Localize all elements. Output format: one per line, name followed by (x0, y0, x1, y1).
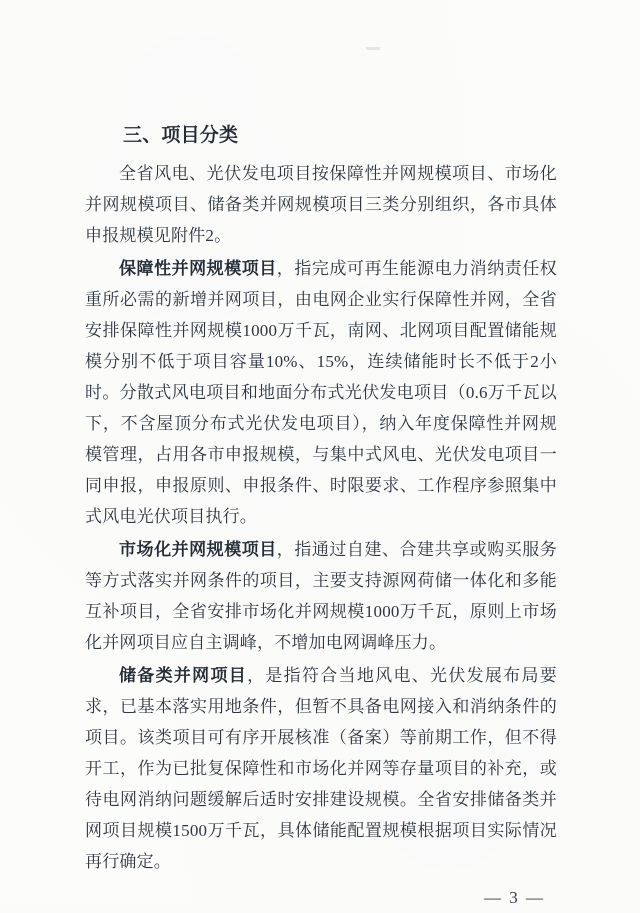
paragraph-text: ，指完成可再生能源电力消纳责任权重所必需的新增并网项目，由电网企业实行保障性并网，全省安排保障性并网规模1000万千瓦，南网、北网项目配置储能规模分别不低于项目容量10%、15%，连续储能时长不低于2小时。分散式风电项目和地面分布式光伏发电项目（0.6万千瓦以下，不含屋顶分布式光伏发电项目），纳入年度保障性并网规模管理，占用各市申报规模，与集中式风电、光伏发电项目一同申报，申报原则、申报条件、时限要求、工作程序参照集中式风电光伏项目执行。 (85, 259, 557, 526)
paragraph-text: ，指通过自建、合建共享或购买服务等方式落实并网条件的项目，主要支持源网荷储一体化和多能互补项目，全省安排市场化并网规模1000万千瓦，原则上市场化并网项目应自主调峰，不增加电网调峰压力。 (85, 540, 557, 652)
scan-artifact (366, 47, 380, 50)
document-body (85, 120, 557, 913)
paragraph-text: ，是指符合当地风电、光伏发展布局要求，已基本落实用地条件，但暂不具备电网接入和消纳条件的项目。该类项目可有序开展核准（备案）等前期工作，但不得开工，作为已批复保障性和市场化并网等存量项目的补充，或待电网消纳问题缓解后适时安排建设规模。全省安排储备类并网项目规模1500万千瓦，具体储能配置规模根据项目实际情况再行确定。 (85, 666, 557, 871)
page-number: — 3 — (484, 888, 545, 907)
paragraph-lead: 市场化并网规模项目 (119, 540, 277, 559)
paragraph-text: 全省风电、光伏发电项目按保障性并网规模项目、市场化并网规模项目、储备类并网规模项目三类分别组织，各市具体申报规模见附件2。 (85, 164, 557, 245)
paragraph-guaranteed-grid (85, 253, 557, 532)
paragraph-market-grid (85, 534, 557, 658)
paragraph-overview (85, 158, 557, 251)
paragraph-reserve-grid (85, 660, 557, 877)
paragraph-lead: 保障性并网规模项目 (119, 259, 277, 278)
section-heading: 三、项目分类 (123, 125, 239, 146)
paragraph-lead: 储备类并网项目 (119, 666, 248, 685)
